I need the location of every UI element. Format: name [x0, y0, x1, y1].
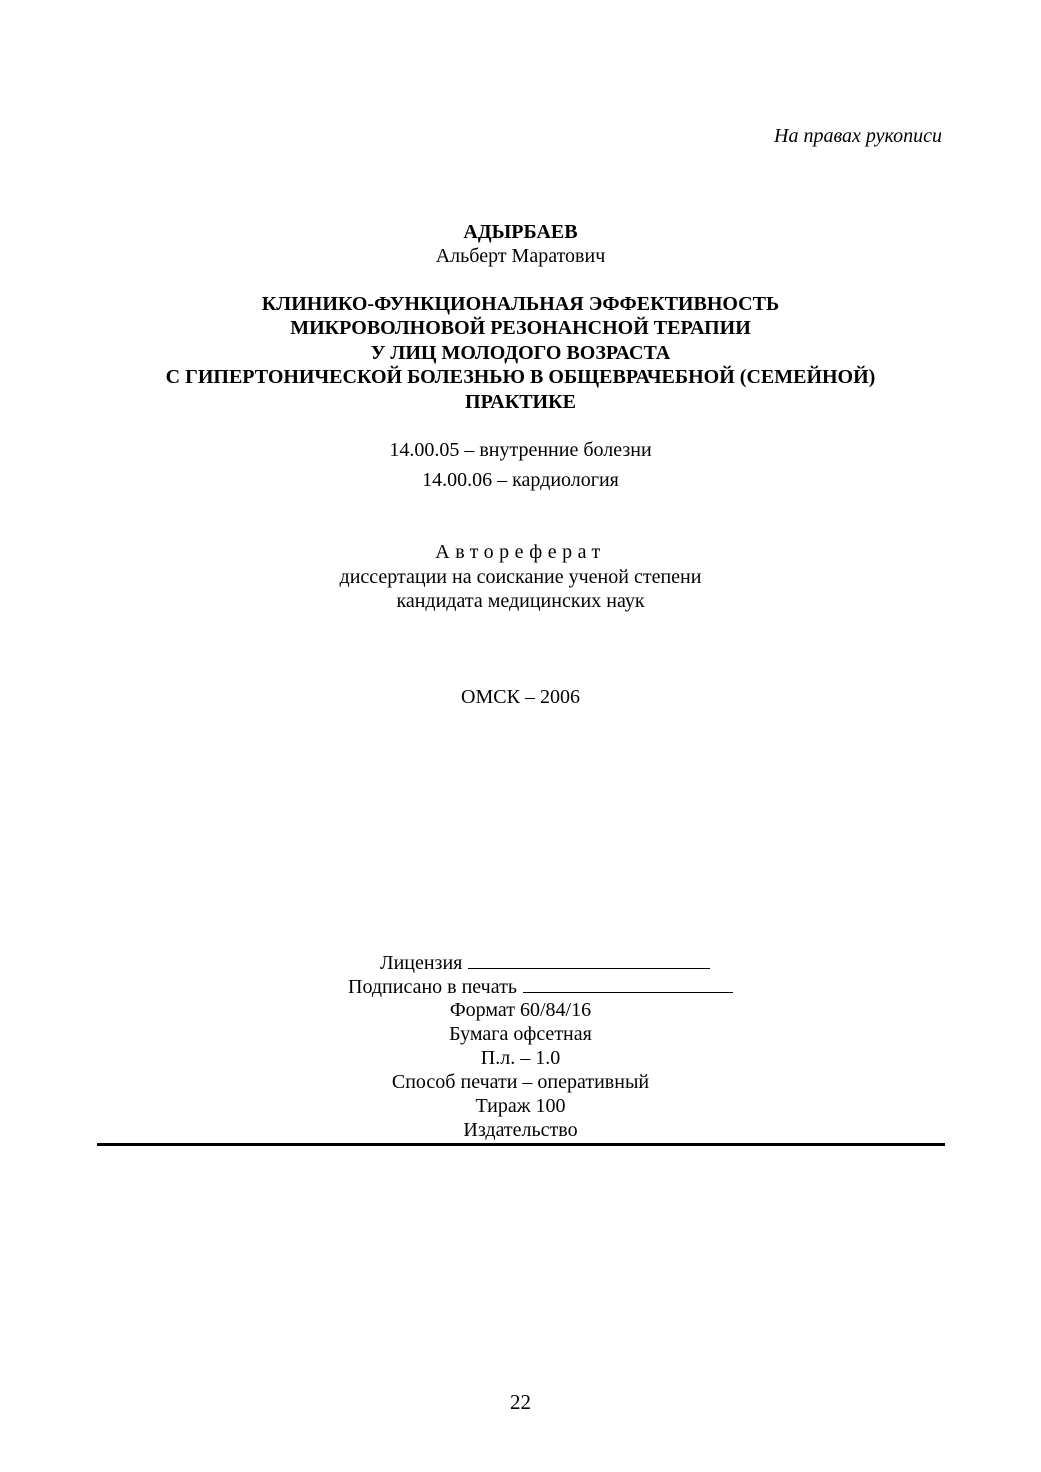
title-line-5: ПРАКТИКЕ: [465, 391, 576, 413]
city-year: ОМСК – 2006: [461, 686, 580, 708]
bottom-rule: [97, 1143, 945, 1146]
imprint-license: [380, 950, 710, 975]
page-number: 22: [510, 1390, 531, 1414]
imprint-signed: [348, 974, 733, 999]
document-type: Автореферат: [435, 541, 606, 563]
imprint-format: Формат 60/84/16: [449, 999, 592, 1021]
title-line-1: КЛИНИКО-ФУНКЦИОНАЛЬНАЯ ЭФФЕКТИВНОСТЬ: [261, 293, 780, 315]
imprint-printed-sheets: П.л. – 1.0: [480, 1047, 561, 1069]
imprint-print-run: Тираж 100: [475, 1095, 566, 1117]
imprint-print-method: Способ печати – оперативный: [391, 1071, 650, 1093]
imprint-paper: Бумага офсетная: [449, 1023, 592, 1045]
license-blank-line: [468, 950, 710, 969]
imprint-signed-label: Подписано в печать: [348, 976, 517, 998]
imprint-publisher: Издательство: [463, 1119, 578, 1141]
manuscript-rights-note: На правах рукописи: [774, 125, 942, 147]
document-description-line-1: диссертации на соискание ученой степени: [339, 566, 702, 588]
document-description-line-2: кандидата медицинских наук: [396, 590, 645, 612]
imprint-license-label: Лицензия: [380, 952, 463, 974]
specialty-code-1: 14.00.05 – внутренние болезни: [389, 439, 652, 461]
specialty-code-2: 14.00.06 – кардиология: [422, 469, 619, 491]
author-surname: АДЫРБАЕВ: [463, 221, 578, 243]
signed-blank-line: [523, 974, 733, 993]
title-line-2: МИКРОВОЛНОВОЙ РЕЗОНАНСНОЙ ТЕРАПИИ: [290, 317, 751, 339]
author-given-names: Альберт Маратович: [435, 245, 606, 267]
title-line-4: С ГИПЕРТОНИЧЕСКОЙ БОЛЕЗНЬЮ В ОБЩЕВРАЧЕБНОЙ (СЕМЕЙНОЙ): [165, 366, 876, 388]
title-line-3: У ЛИЦ МОЛОДОГО ВОЗРАСТА: [370, 342, 671, 364]
